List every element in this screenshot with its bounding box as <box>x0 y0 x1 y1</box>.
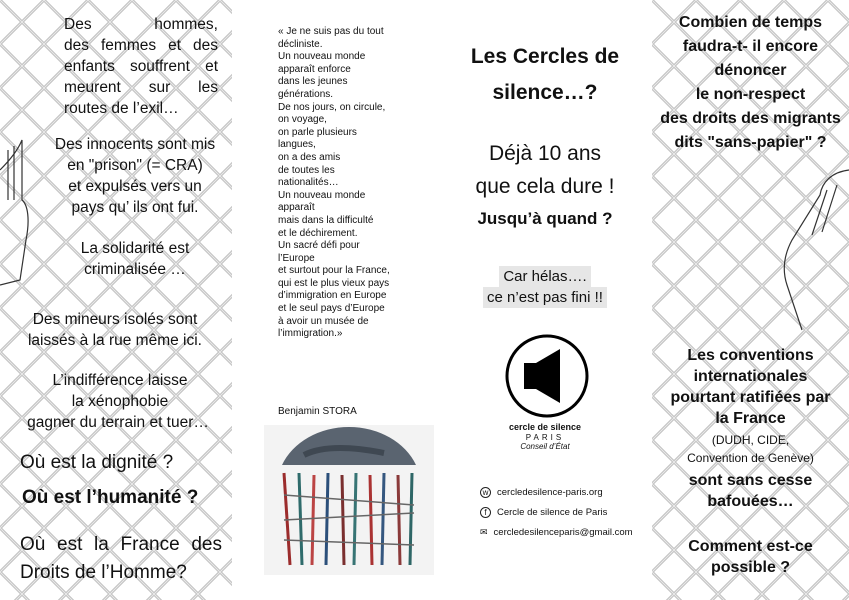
email-row <box>480 527 633 538</box>
conventions-detail: Convention de Genève) <box>687 451 814 465</box>
p1-line: Des innocents sont mis <box>54 136 216 153</box>
conventions-line: sont sans cesse <box>688 472 813 489</box>
p1-line: L’indifférence laisse <box>52 372 188 389</box>
stora-quote: « Je ne suis pas du tout décliniste. Un nouveau monde apparaît enforce dans les jeunes générations. De nos jours, on circule, on voyage, on parle plusieurs langues, on a des amis de toutes les nationalités… Un nouveau monde apparaît mais dans la difficulté et le déchirement. Un sacré défi pour l’Europe et surtout pour la France, qui est le plus vieux pays d’immigration en Europe et le seul pays d’Europe à avoir un musée de l’immigration.» <box>278 26 390 340</box>
conventions-line: la France <box>715 410 786 427</box>
closing-question: possible ? <box>710 559 791 576</box>
p1-line: Des hommes, <box>64 16 218 33</box>
facebook-link[interactable]: Cercle de silence de Paris <box>497 507 608 518</box>
subtitle: que cela dure ! <box>475 175 615 198</box>
p1-line: pays qu’ ils ont fui. <box>71 199 199 216</box>
quote-author: Benjamin STORA <box>278 406 357 417</box>
speaker-logo-icon <box>504 333 590 419</box>
p1-line: La solidarité est <box>80 240 190 257</box>
p4-line: le non-respect <box>695 86 806 103</box>
grey-box <box>440 266 650 308</box>
website-row <box>480 487 603 498</box>
p1-question: Droits de l’Homme? <box>20 562 187 583</box>
p1-line: meurent sur les <box>64 79 218 96</box>
p1-line: routes de l’exil… <box>64 100 179 117</box>
p4-line: dits "sans-papier" ? <box>674 134 827 151</box>
panel-quote <box>262 0 440 600</box>
p1-question: Où est la France des <box>20 534 222 555</box>
main-title: Les Cercles de <box>470 45 620 68</box>
conventions-line: internationales <box>693 368 808 385</box>
conventions-line: pourtant ratifiées par <box>670 389 831 406</box>
logo-city: PARIS <box>525 433 565 442</box>
p4-line: faudra-t- il encore <box>682 38 819 55</box>
p4-line: des droits des migrants <box>660 110 841 127</box>
conventions-line: Les conventions <box>687 347 814 364</box>
panel-center <box>440 0 650 600</box>
p1-line: des femmes et des <box>64 37 218 54</box>
subtitle-bold: Jusqu’à quand ? <box>477 209 613 228</box>
subtitle: Déjà 10 ans <box>488 142 602 165</box>
p4-line: dénoncer <box>714 62 787 79</box>
logo-name: cercle de silence <box>508 422 582 432</box>
envelope-icon: ✉ <box>480 527 488 537</box>
globe-icon: w <box>480 487 491 498</box>
closing-question: Comment est-ce <box>688 538 813 555</box>
logo-place: Conseil d’État <box>520 442 570 451</box>
main-title: silence…? <box>492 81 598 104</box>
grey-line: ce n’est pas fini !! <box>483 287 607 308</box>
facebook-icon: f <box>480 507 491 518</box>
p1-line: et expulsés vers un <box>68 178 202 195</box>
p1-line: laissés à la rue même ici. <box>27 332 202 349</box>
p1-line: la xénophobie <box>71 393 169 410</box>
globe-people-illustration <box>264 425 434 580</box>
grey-line: Car hélas…. <box>499 266 590 287</box>
p1-question: Où est la dignité ? <box>20 452 174 473</box>
facebook-row <box>480 507 607 518</box>
website-link[interactable]: cercledesilence-paris.org <box>497 487 603 498</box>
p1-line: Des mineurs isolés sont <box>32 311 198 328</box>
conventions-detail: (DUDH, CIDE, <box>711 433 790 447</box>
p1-line: en "prison" (= CRA) <box>67 157 203 174</box>
p4-line: Combien de temps <box>678 14 823 31</box>
p1-line: criminalisée … <box>84 261 186 278</box>
p1-question-bold: Où est l’humanité ? <box>22 487 199 508</box>
p1-line: enfants souffrent et <box>64 58 218 75</box>
panel-left <box>0 0 232 600</box>
conventions-line: bafouées… <box>707 493 794 510</box>
panel-right <box>652 0 849 600</box>
p1-line: gagner du terrain et tuer… <box>27 414 209 431</box>
email-link[interactable]: cercledesilenceparis@gmail.com <box>493 527 633 538</box>
